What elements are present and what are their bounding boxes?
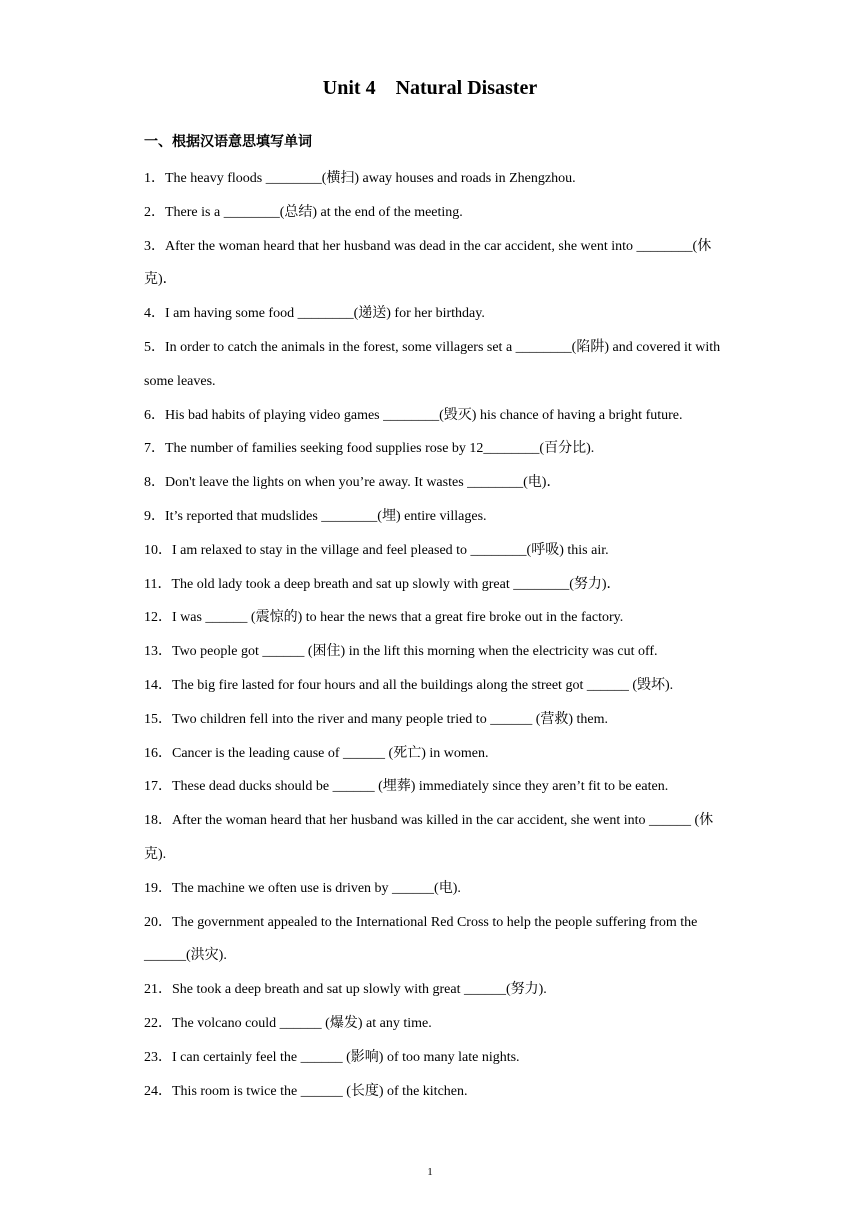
question-item: 19．The machine we often use is driven by ______(电). — [144, 880, 461, 896]
question-item: 10．I am relaxed to stay in the village and feel pleased to ________(呼吸) this air. — [144, 542, 609, 558]
page-title: Unit 4 Natural Disaster — [322, 77, 538, 99]
question-item: 18．After the woman heard that her husband was killed in the car accident, she went into ______ (休克). — [144, 813, 714, 862]
question-item: 17．These dead ducks should be ______ (埋葬) immediately since they aren’t fit to be eaten. — [144, 779, 669, 795]
question-list — [144, 162, 724, 1108]
page-number: 1 — [427, 1166, 433, 1178]
question-item: 9．It’s reported that mudslides ________(埋) entire villages. — [144, 508, 487, 524]
question-item: 7．The number of families seeking food supplies rose by 12________(百分比). — [144, 441, 595, 457]
question-item: 15．Two children fell into the river and many people tried to ______ (营救) them. — [144, 711, 609, 727]
question-item: 23．I can certainly feel the ______ (影响) of too many late nights. — [144, 1049, 520, 1065]
question-item: 6．His bad habits of playing video games ________(毁灭) his chance of having a bright future. — [144, 407, 683, 423]
question-item: 20．The government appealed to the International Red Cross to help the people suffering from the ______(洪灾). — [144, 914, 698, 964]
question-item: 5．In order to catch the animals in the forest, some villagers set a ________(陷阱) and covered it with some leaves. — [144, 339, 721, 389]
question-item: 22．The volcano could ______ (爆发) at any time. — [144, 1015, 432, 1031]
question-item: 2．There is a ________(总结) at the end of the meeting. — [144, 204, 463, 220]
question-item: 12．I was ______ (震惊的) to hear the news that a great fire broke out in the factory. — [144, 610, 624, 626]
question-item: 4．I am having some food ________(递送) for her birthday. — [144, 306, 485, 322]
question-item: 13．Two people got ______ (困住) in the lift this morning when the electricity was cut off. — [144, 644, 658, 660]
question-item: 14．The big fire lasted for four hours and all the buildings along the street got ______ (毁坏). — [144, 677, 674, 693]
question-item: 8．Don't leave the lights on when you’re away. It wastes ________(电)． — [144, 475, 561, 491]
section-heading: 一、根据汉语意思填写单词 — [144, 135, 312, 150]
question-item: 24．This room is twice the ______ (长度) of the kitchen. — [144, 1083, 468, 1099]
question-item: 11．The old lady took a deep breath and sat up slowly with great ________(努力)． — [144, 576, 621, 592]
question-item: 3．After the woman heard that her husband was dead in the car accident, she went into ________(休克)． — [144, 238, 712, 288]
question-item: 16．Cancer is the leading cause of ______ (死亡) in women. — [144, 745, 489, 761]
question-item: 1．The heavy floods ________(横扫) away houses and roads in Zhengzhou. — [144, 171, 576, 186]
question-item: 21．She took a deep breath and sat up slowly with great ______(努力). — [144, 982, 547, 998]
